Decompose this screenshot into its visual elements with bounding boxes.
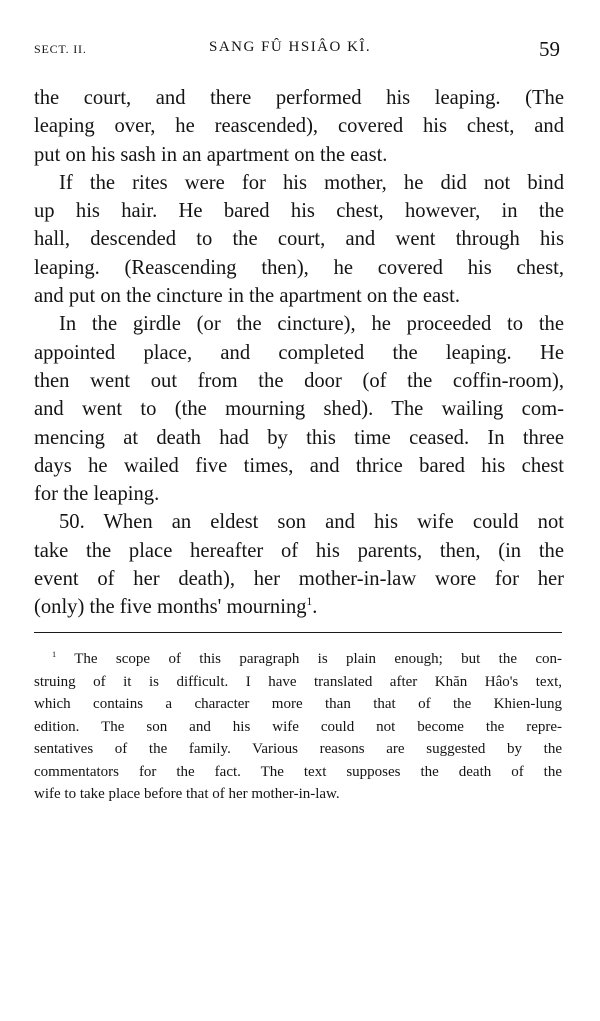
footnote-line: struing of it is difficult. I have translated after Khăn Hâo's text, xyxy=(34,673,562,690)
footnote-line: edition. The son and his wife could not become the repre- xyxy=(34,718,562,735)
body-line: leaping over, he reascended), covered his chest, and xyxy=(34,115,564,138)
footnote xyxy=(34,648,562,806)
body-line: mencing at death had by this time ceased. In three xyxy=(34,426,564,449)
body-line: leaping. (Reascending then), he covered his chest, xyxy=(34,256,564,279)
body-line: the court, and there performed his leaping. (The xyxy=(34,87,564,109)
running-title: SANG FÛ HSIÂO KÎ. xyxy=(209,39,372,55)
body-line: take the place hereafter of his parents, then, (in the xyxy=(34,539,564,562)
body-line: up his hair. He bared his chest, however, in the xyxy=(34,200,564,223)
body-line: hall, descended to the court, and went through his xyxy=(34,228,564,251)
body-line: appointed place, and completed the leaping. He xyxy=(34,341,564,364)
paragraph-start-line: If the rites were for his mother, he did not bind xyxy=(59,171,564,194)
end-punctuation: . xyxy=(312,596,318,619)
body-line: put on his sash in an apartment on the east. xyxy=(34,143,388,166)
footnote-marker: 1 xyxy=(52,650,57,659)
footnote-text: The scope of this paragraph is plain enough; but the con- xyxy=(74,651,562,667)
footnote-reference: 1 xyxy=(306,596,313,609)
footnote-line xyxy=(34,648,562,671)
footnote-line: wife to take place before that of her mother-in-law. xyxy=(34,786,340,802)
body-line: and put on the cincture in the apartment on the east. xyxy=(34,285,461,308)
paragraph-start-line: 50. When an eldest son and his wife could not xyxy=(59,511,564,534)
body-line: event of her death), her mother-in-law wore for her xyxy=(34,568,564,591)
body-last-line xyxy=(34,593,564,621)
footnote-line: sentatives of the family. Various reasons are suggested by the xyxy=(34,741,562,757)
body-text xyxy=(34,84,564,622)
footnote-line: which contains a character more than that of the Khien-lung xyxy=(34,696,562,712)
body-line: then went out from the door (of the coffin-room), xyxy=(34,369,564,392)
running-head xyxy=(34,34,564,64)
footnote-line: commentators for the fact. The text supposes the death of the xyxy=(34,763,562,780)
body-line-text: (only) the five months' mourning xyxy=(34,596,307,619)
section-label: SECT. II. xyxy=(34,42,87,56)
body-line: and went to (the mourning shed). The wailing com- xyxy=(34,398,564,421)
footnote-rule xyxy=(34,632,562,633)
page-number: 59 xyxy=(539,37,560,61)
paragraph-start-line: In the girdle (or the cincture), he proceeded to the xyxy=(59,313,564,336)
body-line: days he wailed five times, and thrice bared his chest xyxy=(34,454,564,477)
body-line: for the leaping. xyxy=(34,483,160,506)
